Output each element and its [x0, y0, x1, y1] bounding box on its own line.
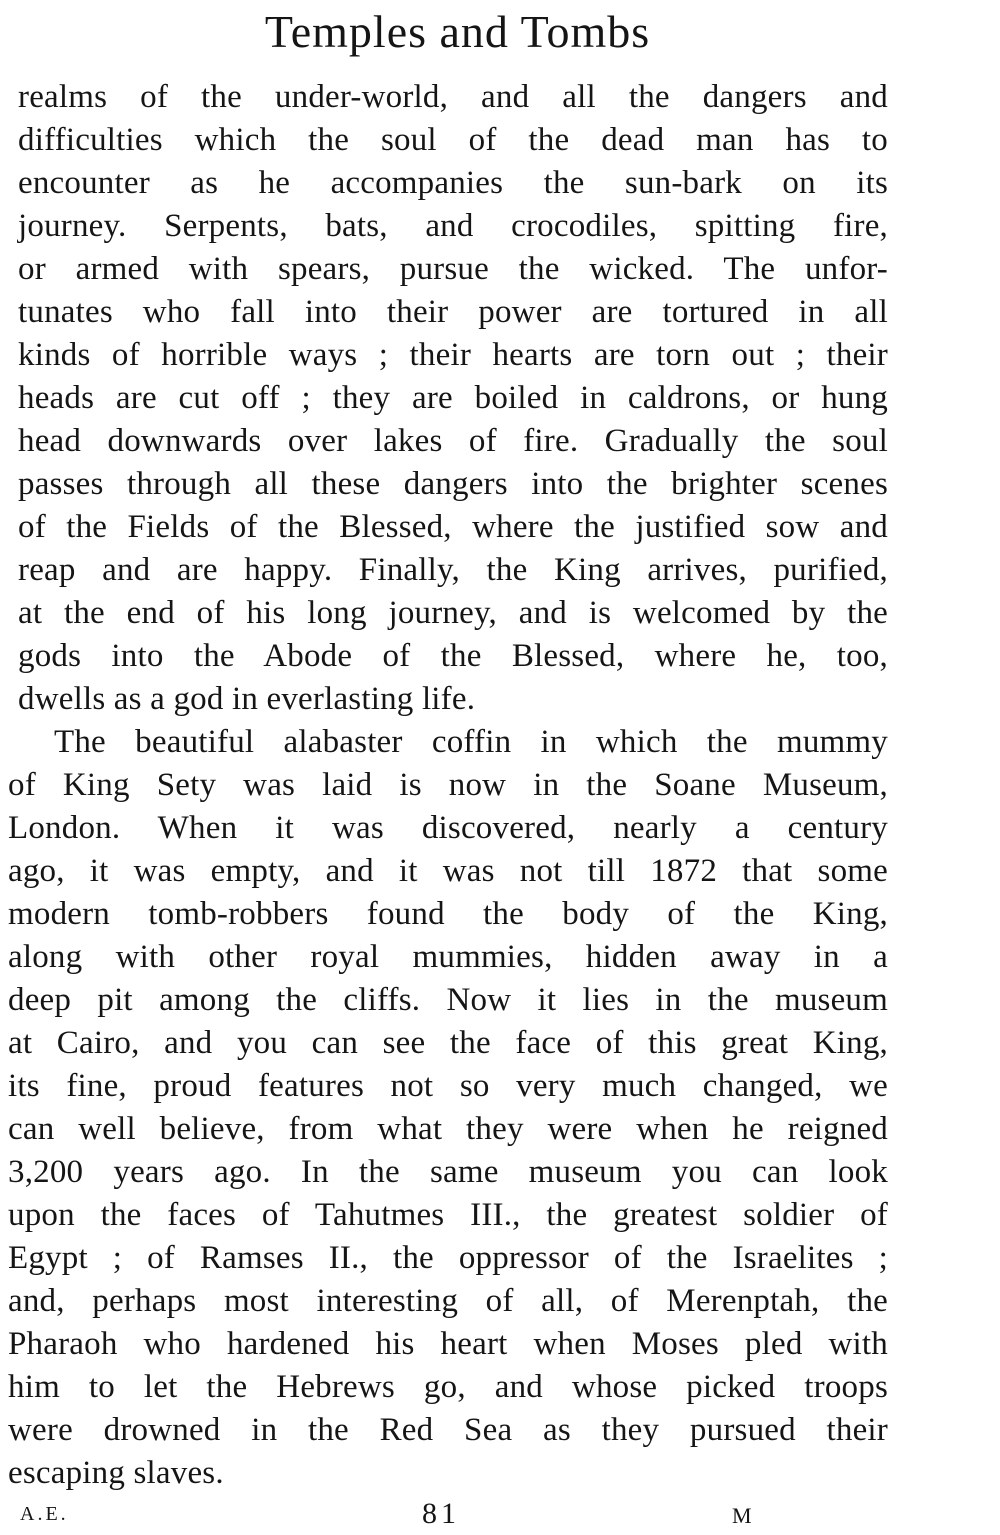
text-line: kinds of horrible ways ; their hearts are torn out ; their: [18, 337, 888, 373]
text-line: at the end of his long journey, and is welcomed by the: [18, 595, 888, 631]
text-line: realms of the under-world, and all the dangers and: [18, 79, 888, 115]
text-line: Egypt ; of Ramses II., the oppressor of the Israelites ;: [8, 1240, 888, 1276]
text-line: head downwards over lakes of fire. Gradually the soul: [18, 423, 888, 459]
text-line: 3,200 years ago. In the same museum you can look: [8, 1154, 888, 1190]
text-line: escaping slaves.: [8, 1455, 224, 1491]
text-line: along with other royal mummies, hidden away in a: [8, 939, 888, 975]
text-line: can well believe, from what they were when he reigned: [8, 1111, 888, 1147]
paragraph-1: [8, 76, 888, 721]
body-text: [8, 76, 888, 1495]
text-line: London. When it was discovered, nearly a century: [8, 810, 888, 846]
page-number: 81: [422, 1497, 460, 1530]
text-line: at Cairo, and you can see the face of this great King,: [8, 1025, 888, 1061]
text-line: gods into the Abode of the Blessed, where he, too,: [18, 638, 888, 674]
text-line: dwells as a god in everlasting life.: [18, 681, 476, 717]
text-line: Pharaoh who hardened his heart when Moses pled with: [8, 1326, 888, 1362]
text-line: heads are cut off ; they are boiled in caldrons, or hung: [18, 380, 888, 416]
text-line: its fine, proud features not so very much changed, we: [8, 1068, 888, 1104]
text-line: upon the faces of Tahutmes III., the greatest soldier of: [8, 1197, 888, 1233]
text-line: difficulties which the soul of the dead man has to: [18, 122, 888, 158]
text-line: deep pit among the cliffs. Now it lies in the museum: [8, 982, 888, 1018]
text-line: passes through all these dangers into the brighter scenes: [18, 466, 888, 502]
signature-mark-right: M: [732, 1503, 752, 1528]
text-line: him to let the Hebrews go, and whose picked troops: [8, 1369, 888, 1405]
text-line: ago, it was empty, and it was not till 1872 that some: [8, 853, 888, 889]
signature-mark-left: A.E.: [20, 1503, 69, 1525]
text-line: modern tomb-robbers found the body of the King,: [8, 896, 888, 932]
text-line: encounter as he accompanies the sun-bark on its: [18, 165, 888, 201]
paragraph-2: [8, 721, 888, 1495]
page-footer: [0, 1497, 1000, 1533]
text-line: were drowned in the Red Sea as they pursued their: [8, 1412, 888, 1448]
text-line: or armed with spears, pursue the wicked. The unfor-: [18, 251, 888, 287]
text-line: of the Fields of the Blessed, where the justified sow and: [18, 509, 888, 545]
text-line: tunates who fall into their power are tortured in all: [18, 294, 888, 330]
text-line: of King Sety was laid is now in the Soane Museum,: [8, 767, 888, 803]
running-head: Temples and Tombs: [264, 6, 651, 57]
text-line: reap and are happy. Finally, the King arrives, purified,: [18, 552, 888, 588]
text-line: The beautiful alabaster coffin in which the mummy: [54, 724, 888, 760]
text-line: and, perhaps most interesting of all, of Merenptah, the: [8, 1283, 888, 1319]
text-line: journey. Serpents, bats, and crocodiles, spitting fire,: [18, 208, 888, 244]
